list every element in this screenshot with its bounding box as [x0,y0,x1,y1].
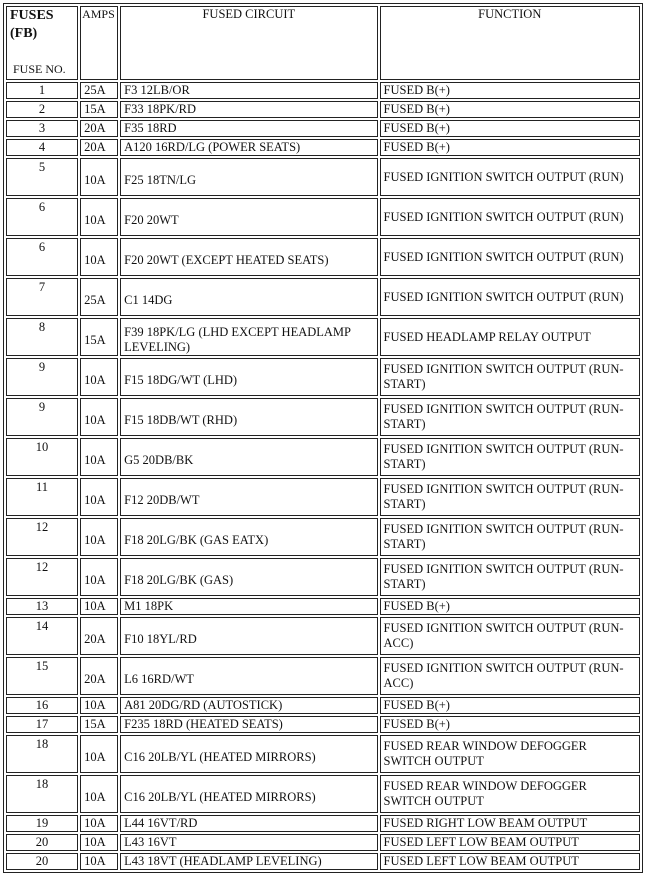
fuse-number-cell: 11 [6,478,78,516]
table-row [6,238,640,276]
fuse-number-cell: 1 [6,82,78,99]
fused-circuit-cell: M1 18PK [120,598,377,615]
amps-cell: 20A [80,617,118,655]
fused-circuit-cell: C16 20LB/YL (HEATED MIRRORS) [120,735,377,773]
fuse-number-cell: 20 [6,834,78,851]
function-cell: FUSED LEFT LOW BEAM OUTPUT [380,853,640,870]
table-row [6,697,640,714]
function-cell: FUSED B(+) [380,120,640,137]
function-cell: FUSED IGNITION SWITCH OUTPUT (RUN) [380,238,640,276]
fuse-number-cell: 15 [6,657,78,695]
function-cell: FUSED B(+) [380,139,640,156]
amps-cell: 10A [80,198,118,236]
fuse-number-cell: 2 [6,101,78,118]
table-row [6,318,640,356]
fuse-number-cell: 19 [6,815,78,832]
function-cell: FUSED IGNITION SWITCH OUTPUT (RUN) [380,158,640,196]
function-cell: FUSED IGNITION SWITCH OUTPUT (RUN-START) [380,558,640,596]
fuse-number-cell: 4 [6,139,78,156]
table-row [6,834,640,851]
function-cell: FUSED IGNITION SWITCH OUTPUT (RUN-START) [380,478,640,516]
fused-circuit-cell: F25 18TN/LG [120,158,377,196]
fused-circuit-cell: L6 16RD/WT [120,657,377,695]
amps-cell: 10A [80,815,118,832]
function-cell: FUSED B(+) [380,82,640,99]
function-cell: FUSED IGNITION SWITCH OUTPUT (RUN) [380,278,640,316]
header-function: FUNCTION [380,6,640,80]
header-fuse-no: FUSE NO. [13,62,66,76]
amps-cell: 10A [80,598,118,615]
table-row [6,120,640,137]
fuse-number-cell: 6 [6,238,78,276]
table-row [6,278,640,316]
fuse-number-cell: 17 [6,716,78,733]
amps-cell: 25A [80,82,118,99]
fused-circuit-cell: L43 16VT [120,834,377,851]
amps-cell: 15A [80,318,118,356]
amps-cell: 10A [80,558,118,596]
fuse-table-body [6,6,640,870]
table-row [6,198,640,236]
amps-cell: 20A [80,139,118,156]
table-row [6,735,640,773]
fuse-number-cell: 13 [6,598,78,615]
function-cell: FUSED IGNITION SWITCH OUTPUT (RUN-START) [380,518,640,556]
fuse-number-cell: 18 [6,735,78,773]
amps-cell: 10A [80,438,118,476]
fused-circuit-cell: G5 20DB/BK [120,438,377,476]
amps-cell: 10A [80,238,118,276]
table-row [6,657,640,695]
amps-cell: 10A [80,398,118,436]
fused-circuit-cell: F18 20LG/BK (GAS) [120,558,377,596]
amps-cell: 25A [80,278,118,316]
function-cell: FUSED IGNITION SWITCH OUTPUT (RUN-START) [380,438,640,476]
fused-circuit-cell: A120 16RD/LG (POWER SEATS) [120,139,377,156]
amps-cell: 15A [80,101,118,118]
fused-circuit-cell: F235 18RD (HEATED SEATS) [120,716,377,733]
function-cell: FUSED HEADLAMP RELAY OUTPUT [380,318,640,356]
function-cell: FUSED IGNITION SWITCH OUTPUT (RUN) [380,198,640,236]
table-row [6,398,640,436]
fused-circuit-cell: F18 20LG/BK (GAS EATX) [120,518,377,556]
amps-cell: 10A [80,158,118,196]
header-row [6,6,640,80]
table-row [6,358,640,396]
fused-circuit-cell: C16 20LB/YL (HEATED MIRRORS) [120,775,377,813]
fused-circuit-cell: C1 14DG [120,278,377,316]
table-row [6,775,640,813]
header-fuse-title: FUSES (FB) [10,8,54,41]
function-cell: FUSED IGNITION SWITCH OUTPUT (RUN-START) [380,358,640,396]
fuse-number-cell: 18 [6,775,78,813]
fused-circuit-cell: F20 20WT (EXCEPT HEATED SEATS) [120,238,377,276]
table-row [6,478,640,516]
amps-cell: 10A [80,358,118,396]
fuse-number-cell: 9 [6,358,78,396]
fused-circuit-cell: F15 18DG/WT (LHD) [120,358,377,396]
header-circuit: FUSED CIRCUIT [120,6,377,80]
fused-circuit-cell: F39 18PK/LG (LHD EXCEPT HEADLAMP LEVELING) [120,318,377,356]
table-row [6,815,640,832]
function-cell: FUSED IGNITION SWITCH OUTPUT (RUN-ACC) [380,657,640,695]
table-row [6,82,640,99]
fused-circuit-cell: A81 20DG/RD (AUTOSTICK) [120,697,377,714]
table-row [6,139,640,156]
amps-cell: 20A [80,120,118,137]
header-fuse-cell [6,6,78,80]
table-row [6,158,640,196]
fused-circuit-cell: F12 20DB/WT [120,478,377,516]
function-cell: FUSED RIGHT LOW BEAM OUTPUT [380,815,640,832]
fuse-number-cell: 20 [6,853,78,870]
fused-circuit-cell: F33 18PK/RD [120,101,377,118]
fuse-number-cell: 9 [6,398,78,436]
amps-cell: 20A [80,657,118,695]
fuse-number-cell: 6 [6,198,78,236]
fuse-chart [3,3,643,868]
function-cell: FUSED B(+) [380,101,640,118]
fuse-number-cell: 10 [6,438,78,476]
header-amps: AMPS [80,6,118,80]
function-cell: FUSED IGNITION SWITCH OUTPUT (RUN-ACC) [380,617,640,655]
table-row [6,438,640,476]
table-row [6,716,640,733]
amps-cell: 10A [80,697,118,714]
amps-cell: 15A [80,716,118,733]
function-cell: FUSED REAR WINDOW DEFOGGER SWITCH OUTPUT [380,775,640,813]
fuse-number-cell: 8 [6,318,78,356]
fuse-number-cell: 16 [6,697,78,714]
fused-circuit-cell: F20 20WT [120,198,377,236]
function-cell: FUSED LEFT LOW BEAM OUTPUT [380,834,640,851]
fused-circuit-cell: F15 18DB/WT (RHD) [120,398,377,436]
fuse-number-cell: 12 [6,558,78,596]
amps-cell: 10A [80,518,118,556]
fused-circuit-cell: L43 18VT (HEADLAMP LEVELING) [120,853,377,870]
function-cell: FUSED B(+) [380,697,640,714]
function-cell: FUSED B(+) [380,716,640,733]
fuse-table [3,3,643,873]
table-row [6,598,640,615]
amps-cell: 10A [80,834,118,851]
function-cell: FUSED IGNITION SWITCH OUTPUT (RUN-START) [380,398,640,436]
amps-cell: 10A [80,775,118,813]
fuse-number-cell: 12 [6,518,78,556]
table-row [6,617,640,655]
fused-circuit-cell: L44 16VT/RD [120,815,377,832]
fuse-number-cell: 3 [6,120,78,137]
table-row [6,101,640,118]
amps-cell: 10A [80,735,118,773]
fused-circuit-cell: F3 12LB/OR [120,82,377,99]
fuse-number-cell: 7 [6,278,78,316]
function-cell: FUSED B(+) [380,598,640,615]
fused-circuit-cell: F35 18RD [120,120,377,137]
amps-cell: 10A [80,478,118,516]
fused-circuit-cell: F10 18YL/RD [120,617,377,655]
fuse-number-cell: 5 [6,158,78,196]
table-row [6,853,640,870]
table-row [6,558,640,596]
fuse-number-cell: 14 [6,617,78,655]
amps-cell: 10A [80,853,118,870]
table-row [6,518,640,556]
function-cell: FUSED REAR WINDOW DEFOGGER SWITCH OUTPUT [380,735,640,773]
